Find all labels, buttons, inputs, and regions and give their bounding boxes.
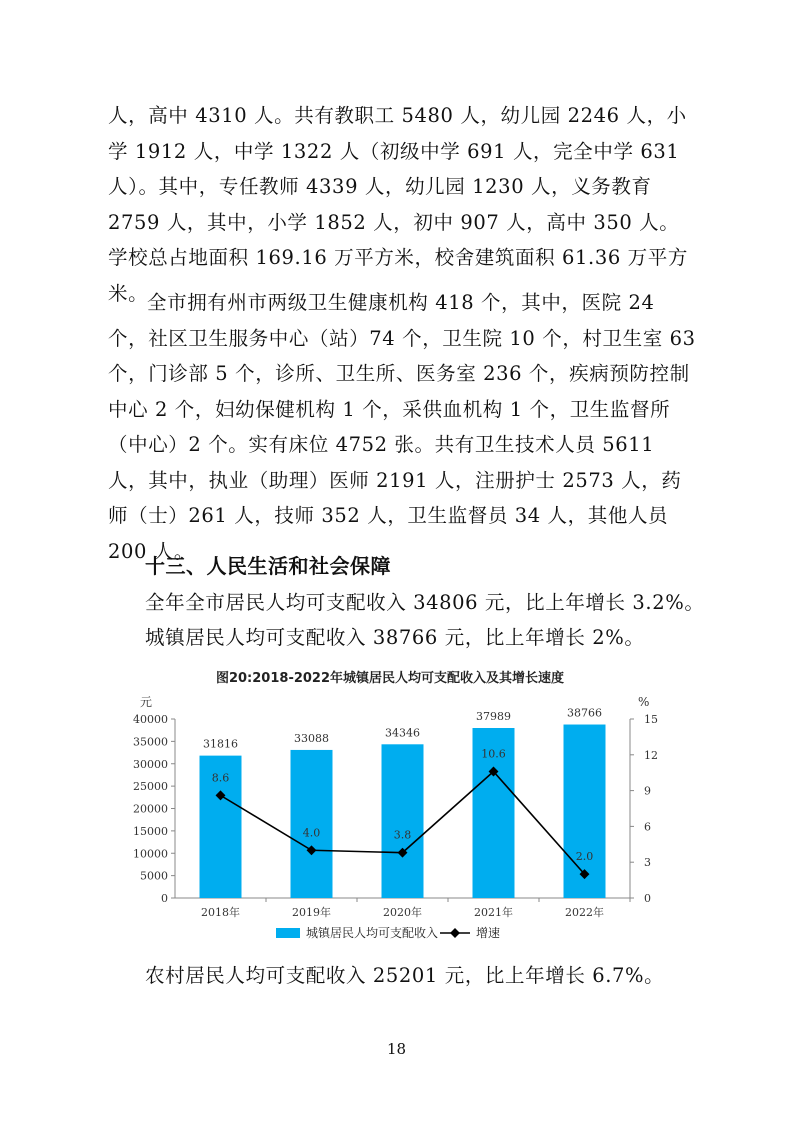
left-tick-label: 35000 [133, 735, 168, 749]
text-income-rural: 农村居民人均可支配收入 25201 元，比上年增长 6.7%。 [145, 964, 665, 987]
bar [291, 750, 333, 898]
right-tick-label: 0 [644, 892, 651, 905]
growth-value-label: 10.6 [481, 747, 506, 761]
legend-label-bar: 城镇居民人均可支配收入 [306, 926, 439, 940]
bar-value-label: 34346 [385, 726, 420, 740]
left-tick-label: 20000 [133, 802, 168, 816]
left-tick-label: 30000 [133, 757, 168, 771]
right-axis-unit: % [638, 695, 650, 709]
left-tick-label: 10000 [133, 847, 168, 861]
section-heading: 十三、人民生活和社会保障 [145, 554, 391, 578]
right-tick-label: 6 [644, 820, 651, 834]
right-tick-label: 9 [644, 784, 651, 798]
bar-value-label: 38766 [567, 706, 602, 720]
bar-value-label: 31816 [203, 737, 238, 751]
growth-value-label: 2.0 [575, 850, 594, 864]
bar-value-label: 37989 [476, 709, 511, 723]
page-number: 18 [386, 1040, 407, 1058]
income-chart [120, 662, 680, 952]
text-income-urban: 城镇居民人均可支配收入 38766 元，比上年增长 2%。 [145, 626, 645, 649]
paragraph-education: 人，高中 4310 人。共有教职工 5480 人，幼儿园 2246 人，小学 1912 人，中学 1322 人（初级中学 691 人，完全中学 631 人）。其中，专任教师 4339 人，幼儿园 1230 人，义务教育 2759 人，其中，小学 1852 人，初中 907 人，高中 350 人。学校总占地面积 169.16 万平方米，校舍建筑面积 61.36 万平方米。 [108, 104, 688, 305]
left-axis-unit: 元 [140, 695, 153, 709]
chart-legend [276, 925, 500, 940]
growth-value-label: 4.0 [302, 826, 321, 840]
left-tick-label: 15000 [133, 824, 168, 838]
legend-label-line: 增速 [476, 926, 501, 940]
x-tick-label: 2021年 [474, 906, 513, 919]
right-tick-label: 3 [644, 856, 651, 870]
left-tick-label: 0 [161, 892, 168, 905]
right-tick-label: 15 [644, 713, 658, 726]
left-tick-label: 40000 [133, 713, 168, 726]
x-tick-label: 2020年 [383, 906, 422, 919]
right-tick-label: 12 [644, 748, 658, 762]
x-tick-label: 2018年 [201, 906, 240, 919]
left-tick-label: 25000 [133, 780, 168, 794]
bar-value-label: 33088 [294, 731, 329, 745]
paragraph-health: 全市拥有州市两级卫生健康机构 418 个，其中，医院 24 个，社区卫生服务中心（站）74 个，卫生院 10 个，村卫生室 63 个，门诊部 5 个，诊所、卫生所、医务室 236 个，疾病预防控制中心 2 个，妇幼保健机构 1 个，采供血机构 1 个，卫生监督所（中心）2 个。实有床位 4752 张。共有卫生技术人员 5611 人，其中，执业（助理）医师 2191 人，注册护士 2573 人，药师（士）261 人，技师 352 人，卫生监督员 34 人，其他人员 200 人。 [108, 291, 696, 563]
legend-swatch-marker [450, 928, 460, 938]
growth-value-label: 3.8 [393, 828, 412, 842]
chart-title: 图20:2018-2022年城镇居民人均可支配收入及其增长速度 [215, 671, 565, 686]
growth-value-label: 8.6 [211, 771, 230, 785]
x-tick-label: 2019年 [292, 906, 331, 919]
bar [382, 744, 424, 898]
plot-area [133, 707, 658, 919]
text-income-all: 全年全市居民人均可支配收入 34806 元，比上年增长 3.2%。 [145, 591, 705, 614]
legend-swatch-bar [276, 928, 300, 938]
x-tick-label: 2022年 [565, 906, 604, 919]
left-tick-label: 5000 [140, 869, 168, 883]
